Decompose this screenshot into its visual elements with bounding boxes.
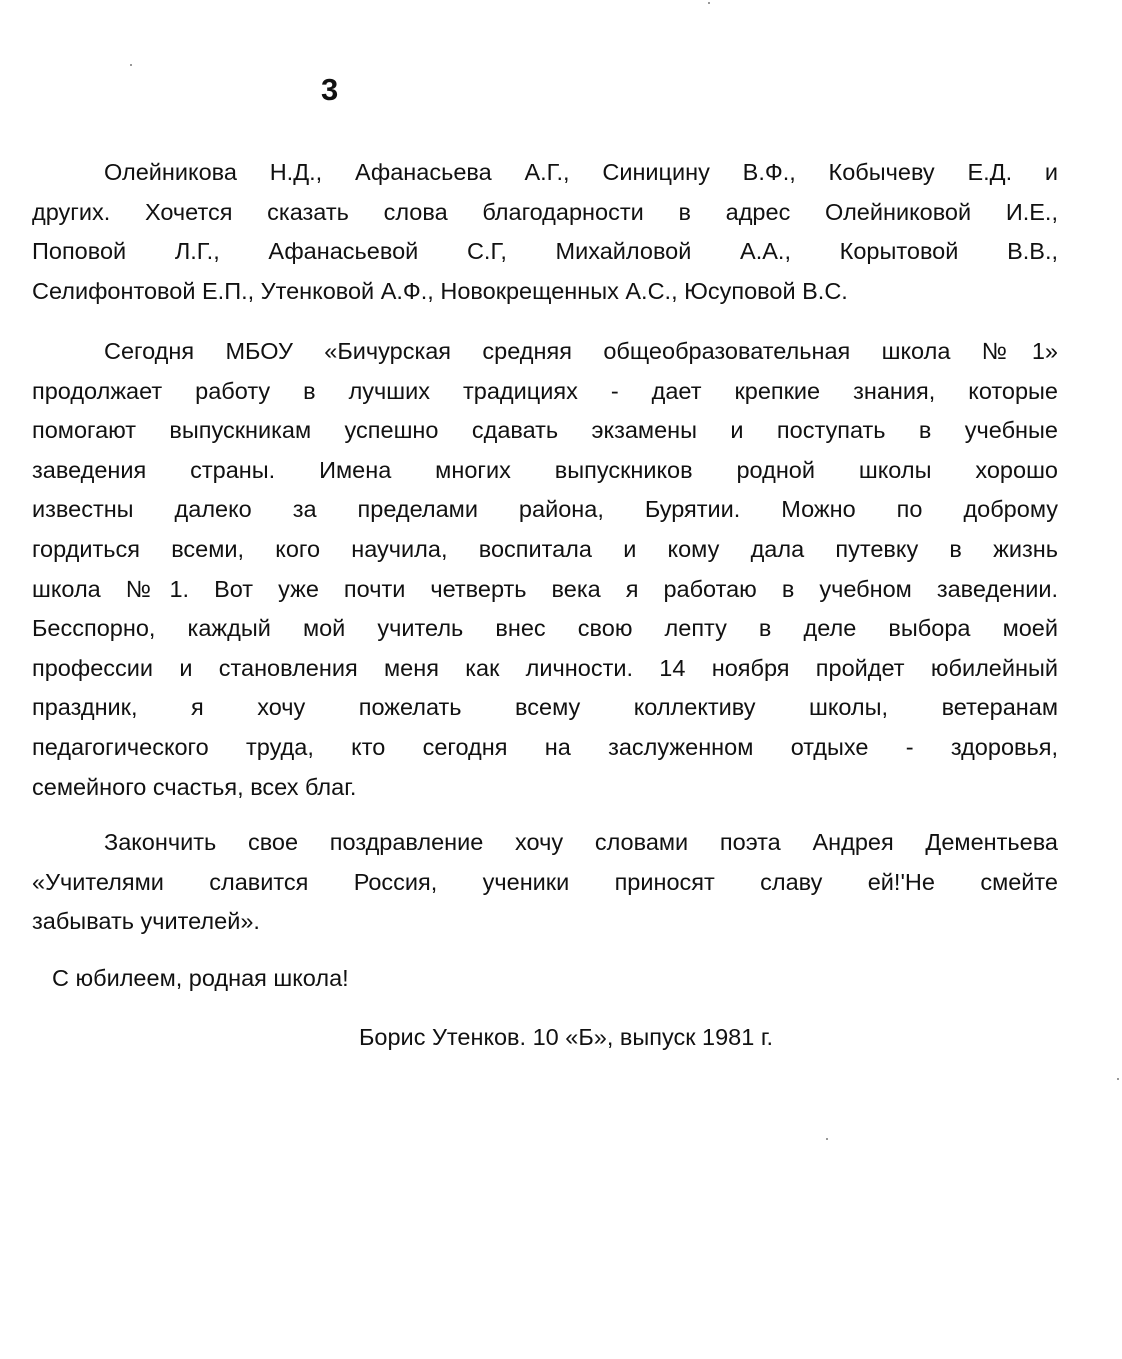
- page-number: 3: [321, 72, 339, 107]
- closing-line: С юбилеем, родная школа!: [52, 965, 349, 991]
- scan-speck: [708, 2, 710, 4]
- text-line: Бесспорно, каждый мой учитель внес свою лепту в деле выбора моей: [32, 615, 1058, 642]
- scan-speck: [1117, 1078, 1119, 1080]
- text-line: семейного счастья, всех благ.: [32, 773, 357, 800]
- text-line: Селифонтовой Е.П., Утенковой А.Ф., Новокрещенных А.С., Юсуповой В.С.: [32, 277, 848, 304]
- paragraph-school-today: [32, 332, 1058, 807]
- paragraph-names: [32, 153, 1058, 311]
- text-line: Поповой Л.Г., Афанасьевой С.Г, Михайловой А.А., Корытовой В.В.,: [32, 238, 1058, 265]
- signature: Борис Утенков. 10 «Б», выпуск 1981 г.: [359, 1024, 774, 1050]
- paragraph-quote: [32, 823, 1058, 942]
- text-line: «Учителями славится Россия, ученики приносят славу ей!'Не смейте: [32, 868, 1058, 895]
- text-line: известны далеко за пределами района, Бурятии. Можно по доброму: [32, 496, 1058, 523]
- text-line: школа №1. Вот уже почти четверть века я работаю в учебном заведении.: [32, 575, 1058, 602]
- text-line: профессии и становления меня как личности. 14 ноября пройдет юбилейный: [32, 654, 1058, 681]
- text-line: помогают выпускникам успешно сдавать экзамены и поступать в учебные: [32, 417, 1058, 444]
- text-line: заведения страны. Имена многих выпускников родной школы хорошо: [32, 456, 1058, 483]
- text-line: забывать учителей».: [32, 908, 260, 935]
- text-line: праздник, я хочу пожелать всему коллективу школы, ветеранам: [32, 694, 1058, 721]
- text-line: гордиться всеми, кого научила, воспитала и кому дала путевку в жизнь: [32, 535, 1058, 562]
- text-line: Сегодня МБОУ «Бичурская средняя общеобразовательная школа №1»: [104, 338, 1058, 364]
- text-line: Олейникова Н.Д., Афанасьева А.Г., Синицину В.Ф., Кобычеву Е.Д. и: [104, 159, 1058, 185]
- text-line: Закончить свое поздравление хочу словами поэта Андрея Дементьева: [104, 829, 1058, 855]
- text-line: других. Хочется сказать слова благодарности в адрес Олейниковой И.Е.,: [32, 198, 1058, 225]
- text-line: продолжает работу в лучших традициях - дает крепкие знания, которые: [32, 377, 1058, 404]
- text-line: педагогического труда, кто сегодня на заслуженном отдыхе - здоровья,: [32, 733, 1058, 760]
- scan-speck: [130, 64, 132, 66]
- scan-speck: [826, 1138, 828, 1140]
